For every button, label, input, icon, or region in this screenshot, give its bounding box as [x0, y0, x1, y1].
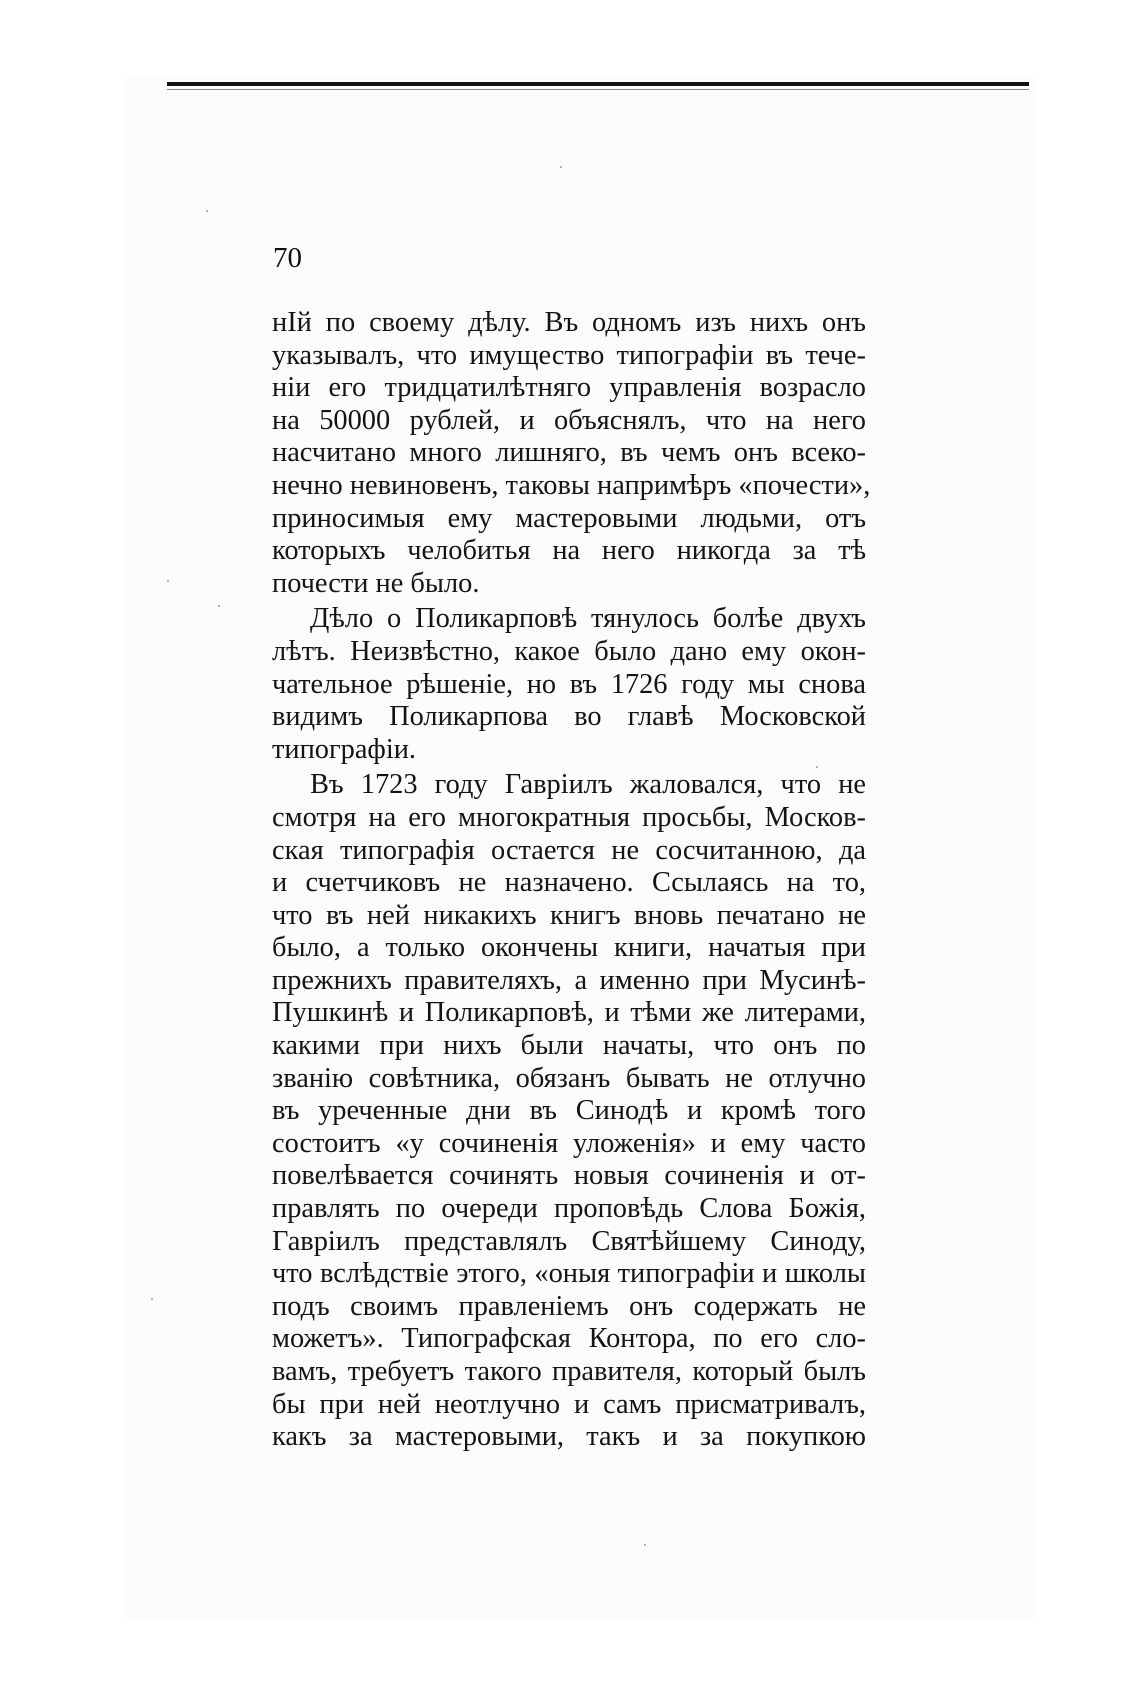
text-line: что въ ней никакихъ книгъ вновь печатано не [272, 899, 866, 931]
scan-speck [560, 166, 562, 168]
text-line: было, а только окончены книги, начатыя при [272, 932, 866, 964]
text-line: состоитъ «у сочиненія уложенія» и ему часто [272, 1127, 866, 1159]
text-line: нӀй по своему дѣлу. Въ одномъ изъ нихъ онъ [272, 307, 866, 338]
text-line: какъ за мастеровыми, такъ и за покупкою [272, 1421, 866, 1453]
scan-speck [167, 580, 169, 582]
text-line: нечно невиновенъ, таковы напримѣръ «почести», [272, 469, 871, 501]
text-line: смотря на его многократныя просьбы, Москов- [272, 801, 866, 833]
top-rule-thin [167, 89, 1029, 90]
text-line: почести не было. [272, 567, 480, 599]
top-rule [167, 82, 1029, 86]
text-line: Дѣло о Поликарповѣ тянулось болѣе двухъ [310, 603, 866, 635]
text-line: ніи его тридцатилѣтняго управленія возрасло [272, 372, 866, 404]
text-line: ская типографія остается не сосчитанною, да [272, 834, 866, 866]
text-line: можетъ». Типографская Контора, по его сло- [272, 1323, 866, 1355]
scan-speck [206, 210, 208, 212]
text-line: видимъ Поликарпова во главѣ Московской [272, 701, 866, 733]
text-line: правлять по очереди проповѣдь Слова Божія, [272, 1193, 866, 1225]
text-line: указывалъ, что имущество типографіи въ тече- [272, 339, 866, 371]
text-line: Гавріилъ представлялъ Святѣйшему Синоду, [272, 1225, 866, 1257]
text-line: и счетчиковъ не назначено. Ссылаясь на то, [272, 867, 866, 899]
text-line: вамъ, требуетъ такого правителя, который былъ [272, 1356, 866, 1387]
text-line: въ уреченные дни въ Синодѣ и кромѣ того [272, 1095, 866, 1127]
paragraph-1 [272, 307, 871, 600]
text-line: насчитано много лишняго, въ чемъ онъ всеко- [272, 437, 866, 469]
text-line: прежнихъ правителяхъ, а именно при Мусинѣ- [272, 964, 866, 996]
text-line: Пушкинѣ и Поликарповѣ, и тѣми же литерами, [272, 997, 866, 1029]
paragraph-2 [272, 603, 866, 766]
text-line: какими при нихъ были начаты, что онъ по [272, 1030, 866, 1062]
text-line: на 50000 рублей, и объяснялъ, что на него [272, 404, 866, 436]
scan-speck [644, 1544, 646, 1546]
scan-speck [151, 1298, 153, 1300]
text-line: подъ своимъ правленіемъ онъ содержать не [272, 1290, 866, 1322]
text-line: повелѣвается сочинять новыя сочиненія и от- [272, 1160, 866, 1192]
text-line: приносимыя ему мастеровыми людьми, отъ [272, 502, 866, 534]
page-number: 70 [273, 242, 302, 274]
text-line: что вслѣдствіе этого, «оныя типографіи и школы [272, 1258, 866, 1290]
text-line: лѣтъ. Неизвѣстно, какое было дано ему окон- [272, 635, 866, 667]
text-line: типографіи. [272, 733, 417, 765]
scan-speck [218, 605, 220, 607]
scan-speck [816, 766, 818, 768]
text-line: которыхъ челобитья на него никогда за тѣ [272, 535, 866, 567]
text-line: Въ 1723 году Гавріилъ жаловался, что не [310, 769, 866, 801]
paragraph-3 [272, 769, 866, 1453]
body-text [272, 307, 871, 1457]
text-line: чательное рѣшеніе, но въ 1726 году мы снова [272, 668, 866, 700]
text-line: званію совѣтника, обязанъ бывать не отлучно [272, 1062, 866, 1094]
text-line: бы при ней неотлучно и самъ присматривалъ, [272, 1388, 866, 1420]
